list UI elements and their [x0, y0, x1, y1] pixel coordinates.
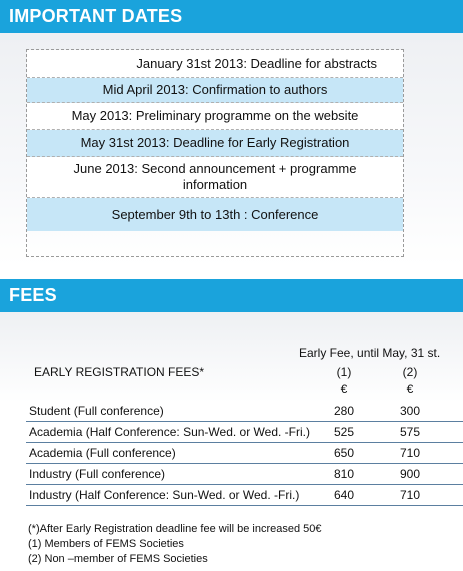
col2-label: (2) — [402, 365, 418, 379]
fee-row-industry-full — [26, 464, 463, 485]
date-row-early-registration: May 31st 2013: Deadline for Early Registration — [27, 130, 403, 157]
fee-non-member-value: 900 — [399, 467, 421, 481]
members-note: (1) Members of FEMS Societies — [28, 538, 184, 550]
fee-non-member-value: 710 — [399, 488, 421, 502]
fee-non-member-value: 710 — [399, 446, 421, 460]
col2-currency: € — [406, 382, 414, 396]
fee-row-name: Industry (Half Conference: Sun-Wed. or Wed. -Fri.) — [29, 488, 300, 502]
fee-row-academia-full — [26, 443, 463, 464]
fee-non-member-value: 575 — [399, 425, 421, 439]
important-dates-header: IMPORTANT DATES — [0, 0, 463, 33]
fee-member-value: 650 — [333, 446, 355, 460]
fee-non-member-value: 300 — [399, 404, 421, 418]
date-row-preliminary-programme: May 2013: Preliminary programme on the website — [27, 103, 403, 130]
date-row-confirmation: Mid April 2013: Confirmation to authors — [27, 78, 403, 103]
date-row-conference: September 9th to 13th : Conference — [27, 198, 403, 231]
early-fee-column-header: Early Fee, until May, 31 st. — [299, 346, 441, 360]
fee-row-academia-half — [26, 422, 463, 443]
important-dates-list — [26, 49, 404, 257]
fee-row-name: Student (Full conference) — [29, 404, 164, 418]
fees-header: FEES — [0, 279, 463, 312]
fee-member-value: 280 — [333, 404, 355, 418]
fee-row-name: Industry (Full conference) — [29, 467, 166, 481]
date-row-second-announcement: June 2013: Second announcement + programme information — [27, 157, 403, 198]
fee-row-industry-half — [26, 485, 463, 506]
early-registration-fees-label: EARLY REGISTRATION FEES* — [34, 365, 205, 379]
fee-row-name: Academia (Half Conference: Sun-Wed. or Wed. -Fri.) — [29, 425, 310, 439]
late-fee-note: (*)After Early Registration deadline fee will be increased 50€ — [28, 523, 322, 535]
fee-row-student-full — [26, 401, 463, 422]
col1-currency: € — [340, 382, 348, 396]
date-row-abstracts: January 31st 2013: Deadline for abstracts — [27, 50, 403, 78]
fee-member-value: 525 — [333, 425, 355, 439]
non-members-note: (2) Non –member of FEMS Societies — [28, 553, 208, 565]
fee-row-name: Academia (Full conference) — [29, 446, 176, 460]
fee-member-value: 640 — [333, 488, 355, 502]
fee-member-value: 810 — [333, 467, 355, 481]
col1-label: (1) — [336, 365, 352, 379]
